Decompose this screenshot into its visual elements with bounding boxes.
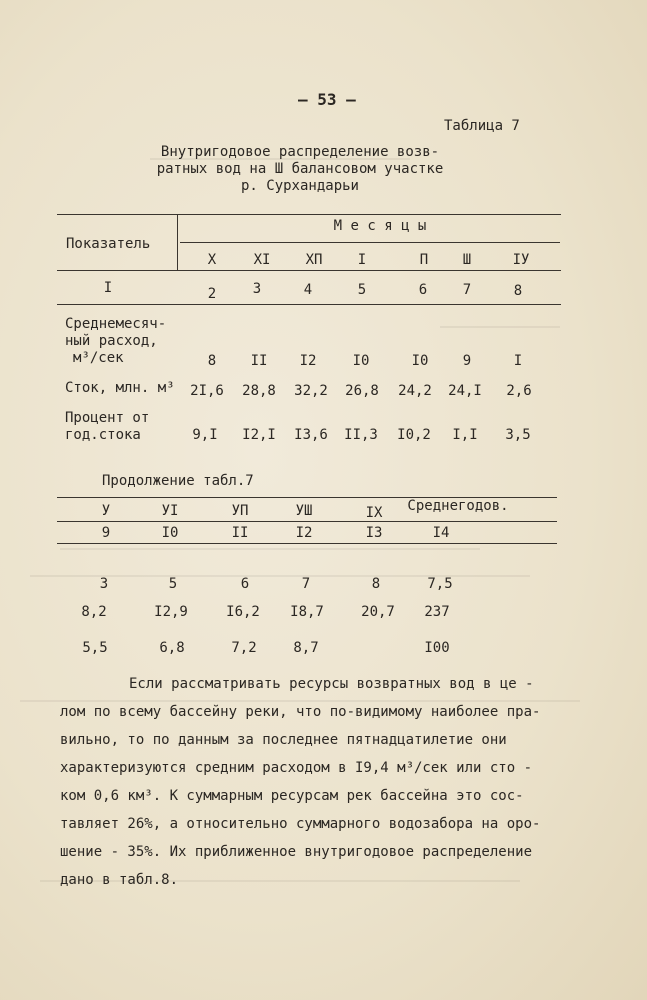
month-label: XП [305,252,323,268]
table-cell: 6 [240,576,250,592]
table-cell: I6,2 [226,604,260,620]
months-header: М е с я ц ы [333,218,427,234]
table-cell: 9,I [192,427,218,443]
table-cell: 7 [301,576,311,592]
paragraph-line: шение - 35%. Их приближенное внутригодовое распределение [60,844,533,860]
title-line: ратных вод на Ш балансовом участке [156,161,444,177]
column-number: 3 [252,281,262,297]
row-label-line: Процент от [65,410,150,426]
column-number: 6 [418,282,428,298]
column-number: I4 [432,525,450,541]
paragraph-line: Если рассматривать ресурсы возвратных вод в це - [129,676,534,692]
table-rule [57,521,557,522]
table-cell: I0 [411,353,429,369]
table-cell: 3 [99,576,109,592]
table-rule [57,214,561,215]
table-cell: I [513,353,523,369]
column-number: 7 [462,282,472,298]
table-rule [57,270,561,271]
show-through-mark [60,548,480,550]
table-cell: 8,2 [81,604,107,620]
column-header: У [101,503,111,519]
month-label: П [419,252,429,268]
column-header: Среднегодов. [407,498,509,514]
table-cell: 32,2 [294,383,328,399]
column-number: I [103,280,113,296]
column-header: УI [161,503,179,519]
column-number: I3 [365,525,383,541]
continuation-label: Продолжение табл.7 [102,473,254,489]
month-label: I [357,252,367,268]
paragraph-line: дано в табл.8. [60,872,179,888]
row-label-line: год.стока [65,427,141,443]
column-number: 2 [207,286,217,302]
table-cell: II,3 [344,427,378,443]
row-label [65,380,175,397]
table-rule [177,214,178,270]
row-label-line: ный расход, [65,333,158,349]
column-header: IX [365,505,383,521]
table-cell: 6,8 [159,640,185,656]
body-paragraph [60,670,620,894]
column-header: УП [231,503,249,519]
month-label: XI [253,252,271,268]
column-number: 4 [303,282,313,298]
month-label: Ш [462,252,472,268]
table-cell: I00 [424,640,450,656]
indicator-header: Показатель [66,236,151,252]
table-cell: 8 [371,576,381,592]
table-label: Таблица 7 [444,118,520,134]
title-line: р. Сурхандарьи [240,178,359,194]
column-number: 5 [357,282,367,298]
table-cell: 7,5 [427,576,453,592]
table-cell: 24,I [448,383,482,399]
table-cell: I0 [352,353,370,369]
table-cell: I,I [452,427,478,443]
paragraph-line: лом по всему бассейну реки, что по-видимому наиболее пра- [60,704,541,720]
title-line: Внутригодовое распределение возв- [160,144,440,160]
column-number: I0 [161,525,179,541]
column-number: 8 [513,283,523,299]
table-cell: 3,5 [505,427,531,443]
row-label [65,410,149,444]
column-number: 9 [101,525,111,541]
table-cell: II [250,353,268,369]
table-cell: 237 [424,604,450,620]
table-cell: I8,7 [290,604,324,620]
table-cell: 28,8 [242,383,276,399]
table-cell: 26,8 [345,383,379,399]
table-cell: I2,9 [154,604,188,620]
table-rule [57,304,561,305]
paragraph-line: ком 0,6 км³. К суммарным ресурсам рек бассейна это сос- [60,788,524,804]
table-cell: I2 [299,353,317,369]
paragraph-line: характеризуются средним расходом в I9,4 м³/сек или сто - [60,760,533,776]
table-cell: 5 [168,576,178,592]
row-label-line: Среднемесяч- [65,316,167,332]
table-rule [57,543,557,544]
paragraph-line: вильно, то по данным за последнее пятнадцатилетие они [60,732,507,748]
table-cell: I3,6 [294,427,328,443]
row-label-line: Сток, млн. м³ [65,380,175,396]
table-title [120,144,480,195]
table-cell: 2,6 [506,383,532,399]
column-number: II [231,525,249,541]
row-label [65,316,166,367]
table-cell: 9 [462,353,472,369]
paragraph-line: тавляет 26%, а относительно суммарного водозабора на оро- [60,816,541,832]
column-number: I2 [295,525,313,541]
table-cell: 2I,6 [190,383,224,399]
table-cell: 5,5 [82,640,108,656]
month-label: X [207,252,217,268]
table-cell: 8,7 [293,640,319,656]
show-through-mark [440,326,560,328]
table-cell: 7,2 [231,640,257,656]
table-cell: 20,7 [361,604,395,620]
table-cell: 24,2 [398,383,432,399]
month-label: IУ [512,252,530,268]
page-number: – 53 – [298,90,356,109]
table-cell: I2,I [242,427,276,443]
table-cell: 8 [207,353,217,369]
table-rule [180,242,560,243]
table-cell: I0,2 [397,427,431,443]
column-header: УШ [295,503,313,519]
row-label-line: м³/сек [73,350,124,366]
